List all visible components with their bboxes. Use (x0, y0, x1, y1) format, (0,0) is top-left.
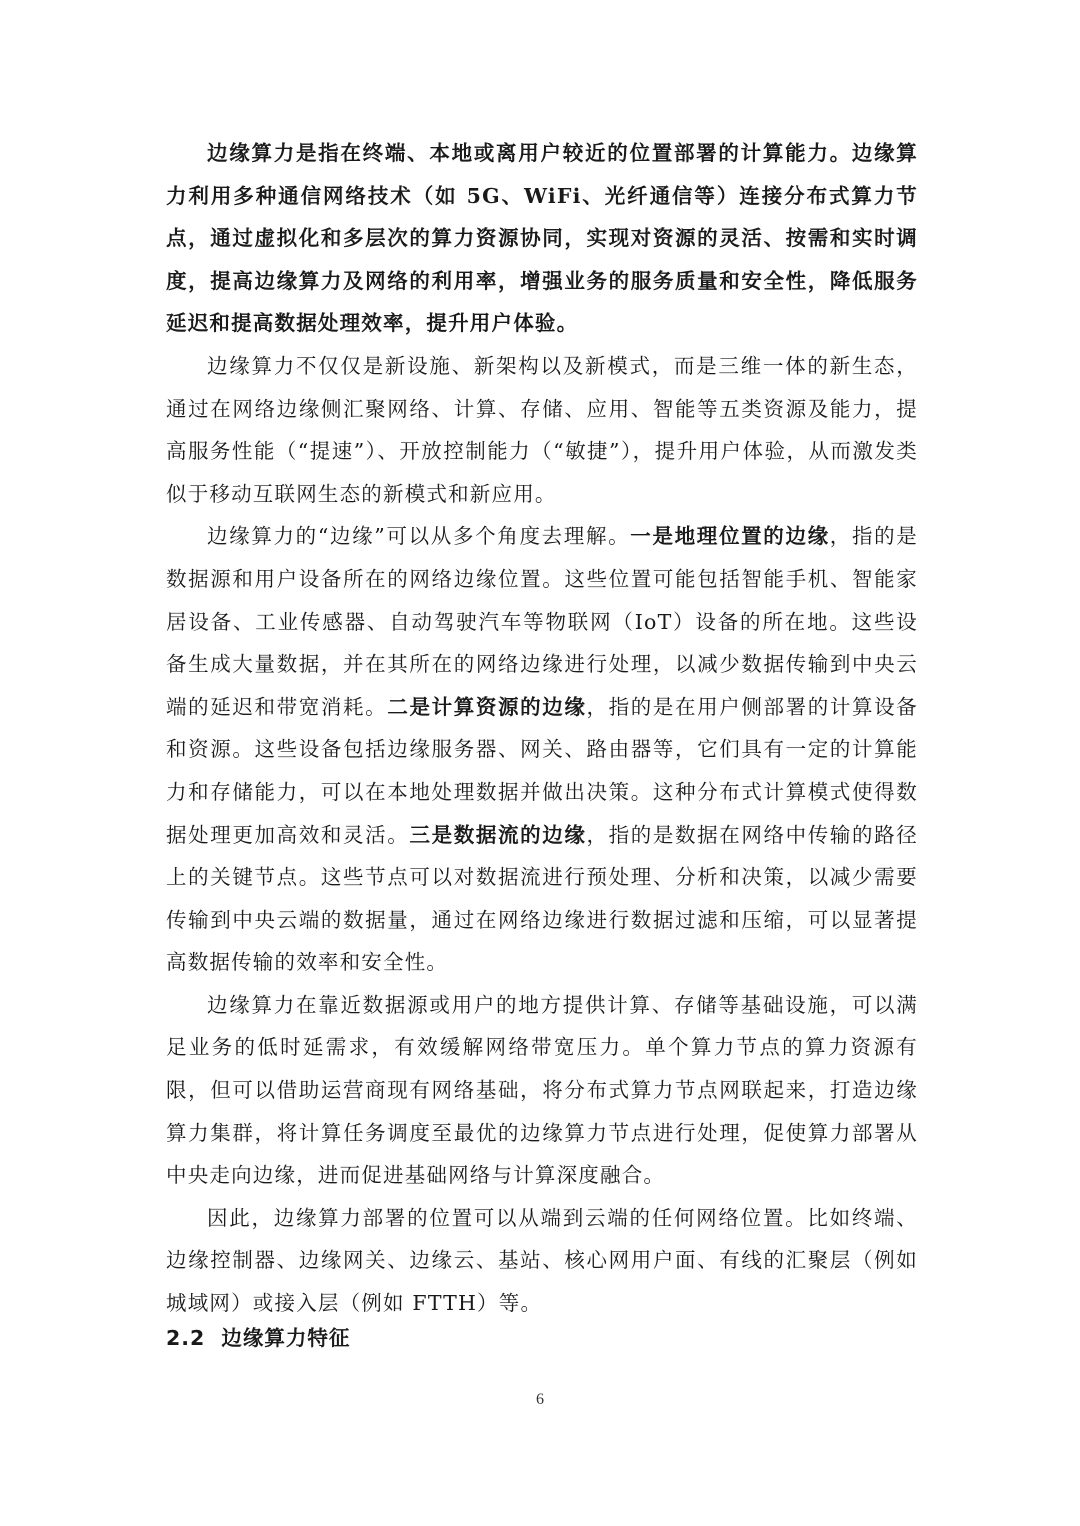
section-title: 边缘算力特征 (221, 1326, 351, 1350)
edge-dataflow-text: ，指的是数据在网络中传输的路径上的关键节点。这些节点可以对数据流进行预处理、分析和决策，以减少需要传输到中央云端的数据量，通过在网络边缘进行数据过滤和压缩，可以显著提高数据传输的效率和安全性。 (166, 822, 919, 975)
edge-compute-text: ，指的是在用户侧部署的计算设备和资源。这些设备包括边缘服务器、网关、路由器等，它们具有一定的计算能力和存储能力，可以在本地处理数据并做出决策。这种分布式计算模式使得数据处理更加高效和灵活。 (166, 694, 919, 847)
edge-meaning-intro: 边缘算力的“边缘”可以从多个角度去理解。 (207, 524, 631, 549)
edge-compute-term: 二是计算资源的边缘 (387, 694, 587, 719)
paragraph-definition: 边缘算力是指在终端、本地或离用户较近的位置部署的计算能力。边缘算力利用多种通信网络技术（如 5G、WiFi、光纤通信等）连接分布式算力节点，通过虚拟化和多层次的算力资源协同，实现对资源的灵活、按需和实时调度，提高边缘算力及网络的利用率，增强业务的服务质量和安全性，降低服务延迟和提高数据处理效率，提升用户体验。 (166, 141, 918, 336)
body-text (166, 132, 918, 1325)
paragraph-deployment-location: 因此，边缘算力部署的位置可以从端到云端的任何网络位置。比如终端、边缘控制器、边缘网关、边缘云、基站、核心网用户面、有线的汇聚层（例如城域网）或接入层（例如 FTTH）等。 (166, 1205, 918, 1316)
paragraph-edge-meaning (166, 515, 918, 984)
paragraph-ecosystem: 边缘算力不仅仅是新设施、新架构以及新模式，而是三维一体的新生态，通过在网络边缘侧汇聚网络、计算、存储、应用、智能等五类资源及能力，提高服务性能（“提速”）、开放控制能力（“敏捷”），提升用户体验，从而激发类似于移动互联网生态的新模式和新应用。 (166, 353, 918, 506)
paragraph-latency: 边缘算力在靠近数据源或用户的地方提供计算、存储等基础设施，可以满足业务的低时延需求，有效缓解网络带宽压力。单个算力节点的算力资源有限，但可以借助运营商现有网络基础，将分布式算力节点网联起来，打造边缘算力集群，将计算任务调度至最优的边缘算力节点进行处理，促使算力部署从中央走向边缘，进而促进基础网络与计算深度融合。 (166, 992, 918, 1188)
edge-dataflow-term: 三是数据流的边缘 (409, 822, 587, 847)
edge-geographic-term: 一是地理位置的边缘 (630, 524, 830, 549)
edge-geographic-text: ，指的是数据源和用户设备所在的网络边缘位置。这些位置可能包括智能手机、智能家居设备、工业传感器、自动驾驶汽车等物联网（IoT）设备的所在地。这些设备生成大量数据，并在其所在的网络边缘进行处理，以减少数据传输到中央云端的延迟和带宽消耗。 (166, 524, 918, 719)
section-heading (166, 1321, 350, 1355)
section-number: 2.2 (166, 1326, 206, 1350)
page-number: 6 (536, 1391, 544, 1408)
